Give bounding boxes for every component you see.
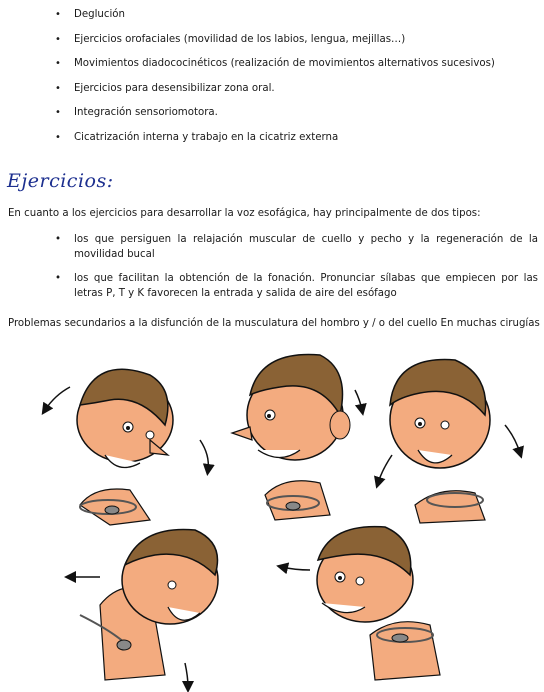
list-item: • Ejercicios orofaciales (movilidad de los labios, lengua, mejillas…) [0,33,544,58]
intro-paragraph: En cuanto a los ejercicios para desarrollar la voz esofágica, hay principalmente de dos tipos: [8,208,481,219]
section-heading: Ejercicios: [7,170,114,192]
list-item: • Deglución [0,8,544,33]
neck-exercise-illustration [0,345,544,692]
list-item: • Movimientos diadococinéticos (realización de movimientos alternativos sucesivos) [0,57,544,82]
head-tilt-right-figure [378,360,520,523]
rehab-bullet-list [0,8,544,156]
head-chin-down-figure [70,529,218,687]
list-item: • Cicatrización interna y trabajo en la cicatriz externa [0,131,544,156]
head-rotate-figure [282,527,440,680]
list-item: • Ejercicios para desensibilizar zona oral. [0,82,544,107]
list-item: • los que persiguen la relajación muscular de cuello y pecho y la regeneración de la movilidad bucal [0,232,544,262]
exercise-types-list [0,232,544,310]
head-chin-up-figure [232,355,362,521]
head-tilt-left-figure [45,369,208,525]
list-item: • Integración sensoriomotora. [0,106,544,131]
problems-paragraph: Problemas secundarios a la disfunción de la musculatura del hombro y / o del cuello En muchas cirugías [8,318,540,329]
list-item: • los que facilitan la obtención de la fonación. Pronunciar sílabas que empiecen por las letras P, T y K favorecen la entrada y salida de aire del esófago [0,271,544,301]
